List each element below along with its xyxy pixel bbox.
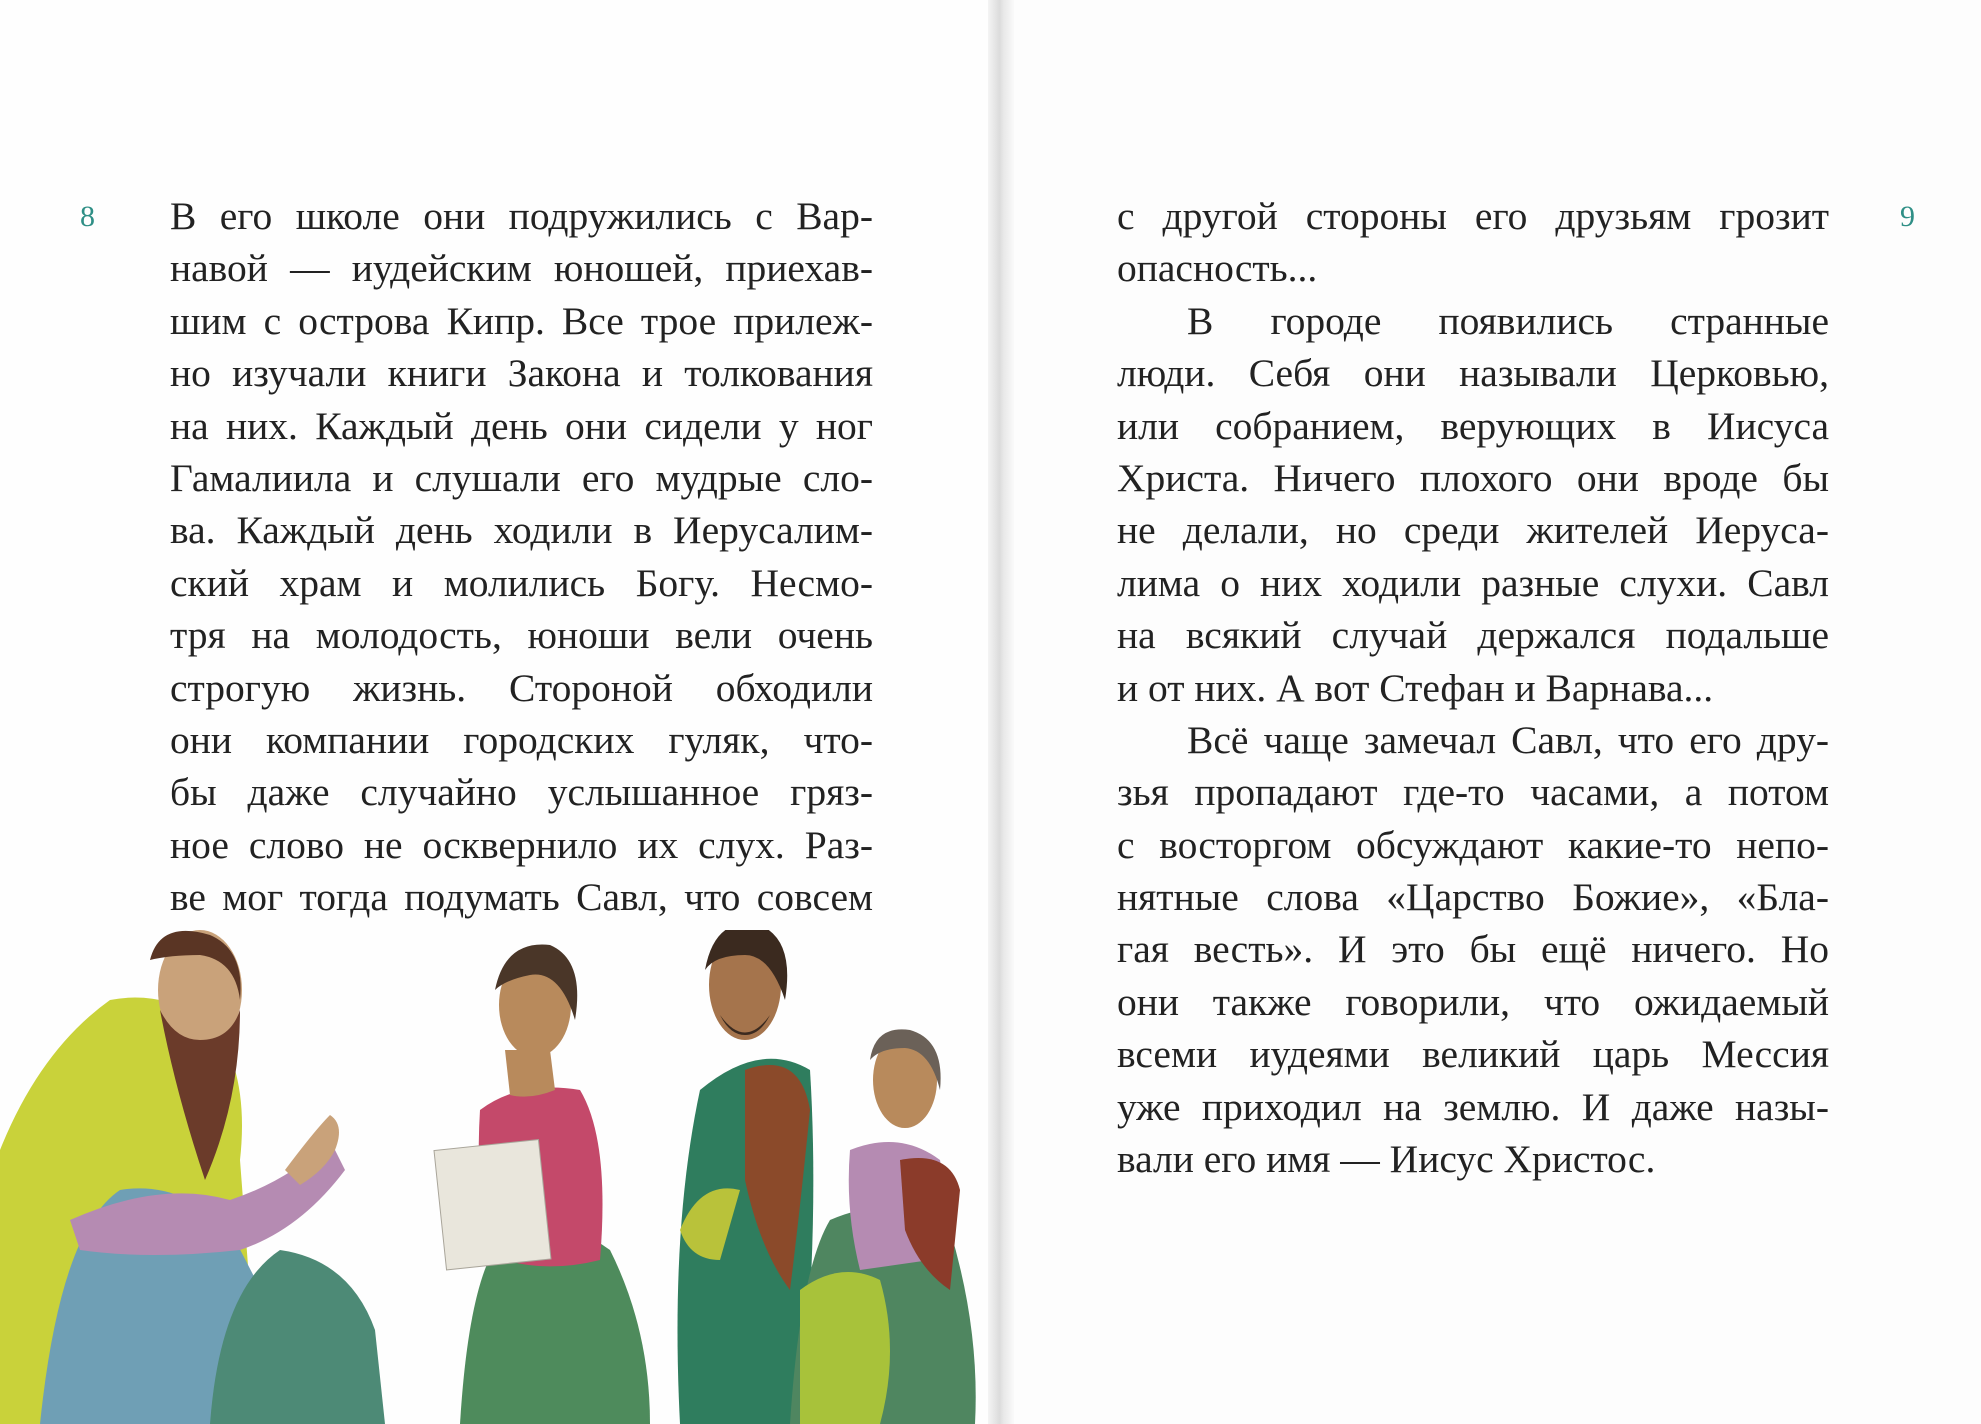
- text-line: но изучали книги Закона и толкования: [170, 351, 873, 396]
- illustration-teacher-and-students: [0, 930, 1000, 1424]
- left-page-text: [170, 190, 873, 923]
- text-line: всеми иудеями великий царь Мессия: [1117, 1032, 1829, 1077]
- figure-student-with-scroll: [434, 945, 650, 1424]
- text-line: люди. Себя они называли Церковью,: [1117, 351, 1829, 396]
- text-line: ное слово не осквернило их слух. Раз-: [170, 822, 873, 867]
- text-line: гая весть». И это бы ещё ничего. Но: [1117, 927, 1829, 972]
- text-line: с восторгом обсуждают какие-то непо-: [1117, 822, 1829, 867]
- text-line: В его школе они подружились с Вар-: [170, 194, 873, 238]
- text-line: они также говорили, что ожидаемый: [1117, 979, 1829, 1024]
- text-line: лима о них ходили разные слухи. Савл: [1117, 560, 1829, 605]
- text-line: навой — иудейским юношей, приехав-: [170, 246, 873, 291]
- page-number-left: 8: [80, 200, 95, 233]
- text-line: или собранием, верующих в Иисуса: [1117, 403, 1829, 448]
- text-line: нятные слова «Царство Божие», «Бла-: [1117, 875, 1829, 920]
- text-line: Христа. Ничего плохого они вроде бы: [1117, 455, 1829, 500]
- text-line: бы даже случайно услышанное гряз-: [170, 770, 873, 815]
- text-line: на всякий случай держался подальше: [1117, 613, 1829, 658]
- text-line: строгую жизнь. Стороной обходили: [170, 665, 873, 710]
- text-line: они компании городских гуляк, что-: [170, 717, 873, 762]
- text-line: Гамалиила и слушали его мудрые сло-: [170, 455, 873, 500]
- text-line: зья пропадают где-то часами, а потом: [1117, 770, 1829, 815]
- text-line: на них. Каждый день они сидели у ног: [170, 403, 873, 448]
- text-line: и от них. А вот Стефан и Варнава...: [1117, 665, 1714, 710]
- figure-bearded-man: [678, 930, 814, 1424]
- text-line: уже приходил на землю. И даже назы-: [1117, 1084, 1829, 1129]
- text-line: ва. Каждый день ходили в Иерусалим-: [170, 508, 873, 553]
- text-line: не делали, но среди жителей Иеруса-: [1117, 508, 1829, 553]
- text-line: Всё чаще замечал Савл, что его дру-: [1187, 717, 1829, 762]
- text-line: тря на молодость, юноши вели очень: [170, 613, 873, 658]
- text-line: ве мог тогда подумать Савл, что совсем: [170, 875, 873, 920]
- text-line: В городе появились странные: [1187, 298, 1829, 343]
- page-number-right: 9: [1900, 200, 1915, 233]
- text-line: вали его имя — Иисус Христос.: [1117, 1137, 1656, 1182]
- figure-young-man-right: [790, 1029, 976, 1424]
- figure-teacher: [0, 930, 385, 1424]
- text-line: опасность...: [1117, 246, 1318, 291]
- text-line: ский храм и молились Богу. Несмо-: [170, 560, 873, 605]
- text-line: с другой стороны его друзьям грозит: [1117, 194, 1829, 238]
- text-line: шим с острова Кипр. Все трое прилеж-: [170, 298, 873, 343]
- right-page-text: [1117, 190, 1829, 1185]
